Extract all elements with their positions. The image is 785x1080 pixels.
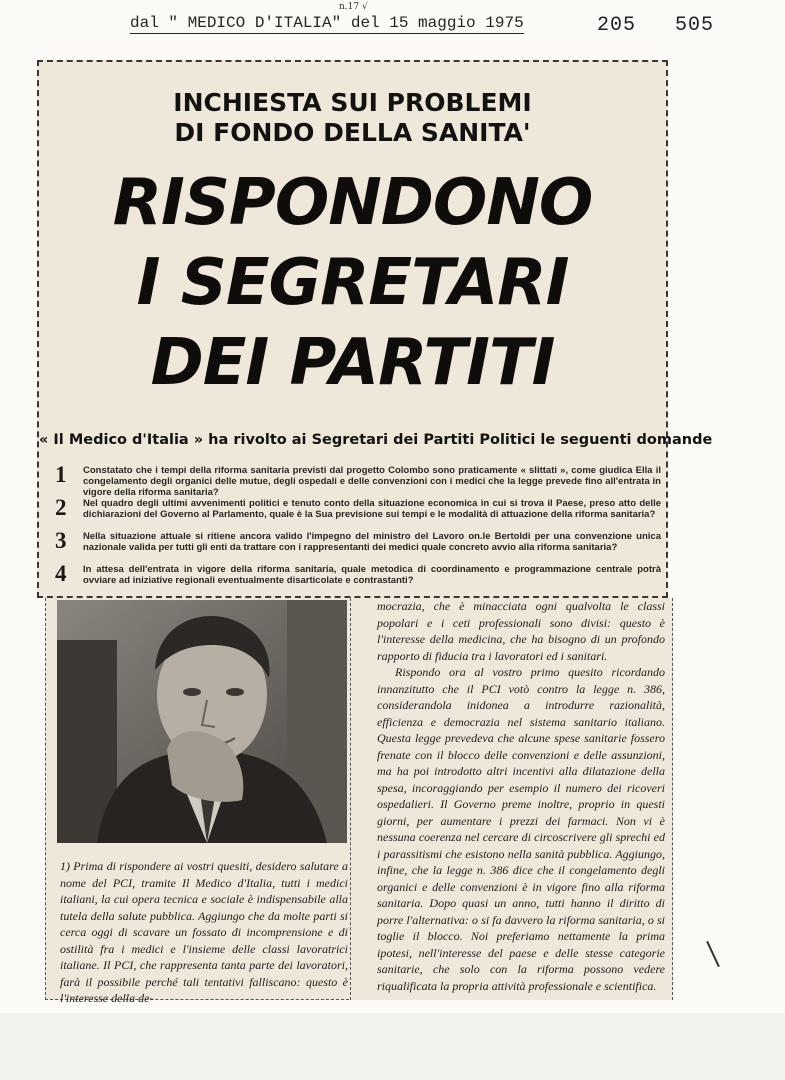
question-text-1: Constatato che i tempi della riforma sanitaria previsti dal progetto Colombo sono praticamente « slittati », come giudica Ella il congelamento degli organici delle mutue, degli ospedali e delle convenzioni con i medici che la legge prevede fino all'entrata in vigore della riforma sanitaria?	[83, 465, 661, 498]
scan-bottom-margin	[0, 1013, 785, 1080]
right-paragraph-2: Rispondo ora al vostro primo quesito ricordando innanzitutto che il PCI votò contro la legge n. 386, considerandola inidonea a introdurre razionalità, efficienza e democrazia nel sistema sanitario italiano. Questa legge prevedeva che alcune spese sanitarie fossero frenate con il blocco delle convenzioni e delle assunzioni, ma ha poi introdotto altri incentivi alla dilatazione della spesa, incoraggiando per esempio il numero dei ricoveri ospedalieri. Il Governo preme inoltre, proprio in questi giorni, per aumentare i prezzi dei farmaci. Non vi è nessuna coerenza nel cercare di circoscrivere gli sprechi ed i parassitismi che esistono nella sanità pubblica. Aggiungo, infine, che la legge n. 386 dice che il congelamento degli organici e delle convenzioni è in vigore fino alla riforma sanitaria. Dopo quasi un anno, tutti hanno il diritto di porre l'alternativa: o si fa davvero la riforma sanitaria, o si toglie il blocco. Noi preferiamo nettamente la prima ipotesi, nell'interesse del paese e delle stesse categorie sanitarie, che solo con la riforma possono vedere riqualificata la propria attività professionale e scientifica.	[377, 665, 665, 993]
kicker-line-2: DI FONDO DELLA SANITA'	[174, 118, 531, 147]
article-clipping	[37, 60, 713, 598]
headline-line-2: I SEGRETARI	[136, 246, 569, 320]
right-paragraph-1: mocrazia, che è minacciata ogni qualvolta le classi popolari e i ceti professionali sono divisi: questo è l'interesse della medicina, che ha bisogno di un profondo rapporto di fiducia tra i lavoratori ed i sanitari.	[377, 599, 665, 663]
question-text-3: Nella situazione attuale si ritiene ancora valido l'impegno del ministro del Lavoro on.le Bertoldi per una convenzione unica nazionale valida per tutti gli enti da trattare con i rappresentanti dei medici quale concreto avvio alla riforma sanitaria?	[83, 531, 661, 553]
kicker-line-1: INCHIESTA SUI PROBLEMI	[173, 88, 532, 117]
archive-number-2: 505	[675, 14, 715, 37]
question-number-4: 4	[55, 561, 67, 586]
archive-number-1: 205	[597, 14, 637, 37]
question-text-4: In attesa dell'entrata in vigore della riforma sanitaria, quale metodica di coordinamento e programmazione centrale potrà ovviare ad iniziative regionali eventualmente disarticolate e contrastanti?	[83, 564, 661, 586]
left-column	[45, 598, 359, 1005]
right-column	[350, 598, 673, 1000]
handwritten-note: n.17 √	[339, 2, 368, 12]
intro-line: « Il Medico d'Italia » ha rivolto ai Segretari dei Partiti Politici le seguenti domande	[39, 432, 713, 448]
question-text-2: Nel quadro degli ultimi avvenimenti politici e tenuto conto della situazione economica in cui si trova il Paese, preso atto delle dichiarazioni del Governo al Parlamento, quale è la Sua previsione sui tempi e le modalità di attuazione della riforma sanitaria?	[83, 498, 661, 520]
left-column-text: 1) Prima di rispondere ai vostri quesiti, desidero salutare a nome del PCI, tramite Il Medico d'Italia, tutti i medici italiani, la cui opera tecnica e sociale è indispensabile alla tutela della salute pubblica. Aggiungo che da molte parti si cerca oggi di scavare un fossato di incomprensione e di ostilità fra i medici e l'insieme delle classi lavoratrici italiane. Il PCI, che rappresenta tanta parte dei lavoratori, farà il possibile perché tali tentativi falliscano: questo è l'interesse della de-	[60, 859, 348, 1005]
headline-line-3: DEI PARTITI	[150, 326, 555, 400]
portrait-illustration	[57, 600, 347, 843]
headline-line-1: RISPONDONO	[112, 166, 593, 240]
portrait-photo	[57, 600, 347, 843]
source-line: dal " MEDICO D'ITALIA" del 15 maggio 1975	[130, 14, 524, 32]
question-number-3: 3	[55, 528, 67, 553]
question-number-2: 2	[55, 495, 67, 520]
question-number-1: 1	[55, 462, 67, 487]
right-column-text	[377, 598, 665, 994]
pen-mark	[706, 941, 720, 967]
